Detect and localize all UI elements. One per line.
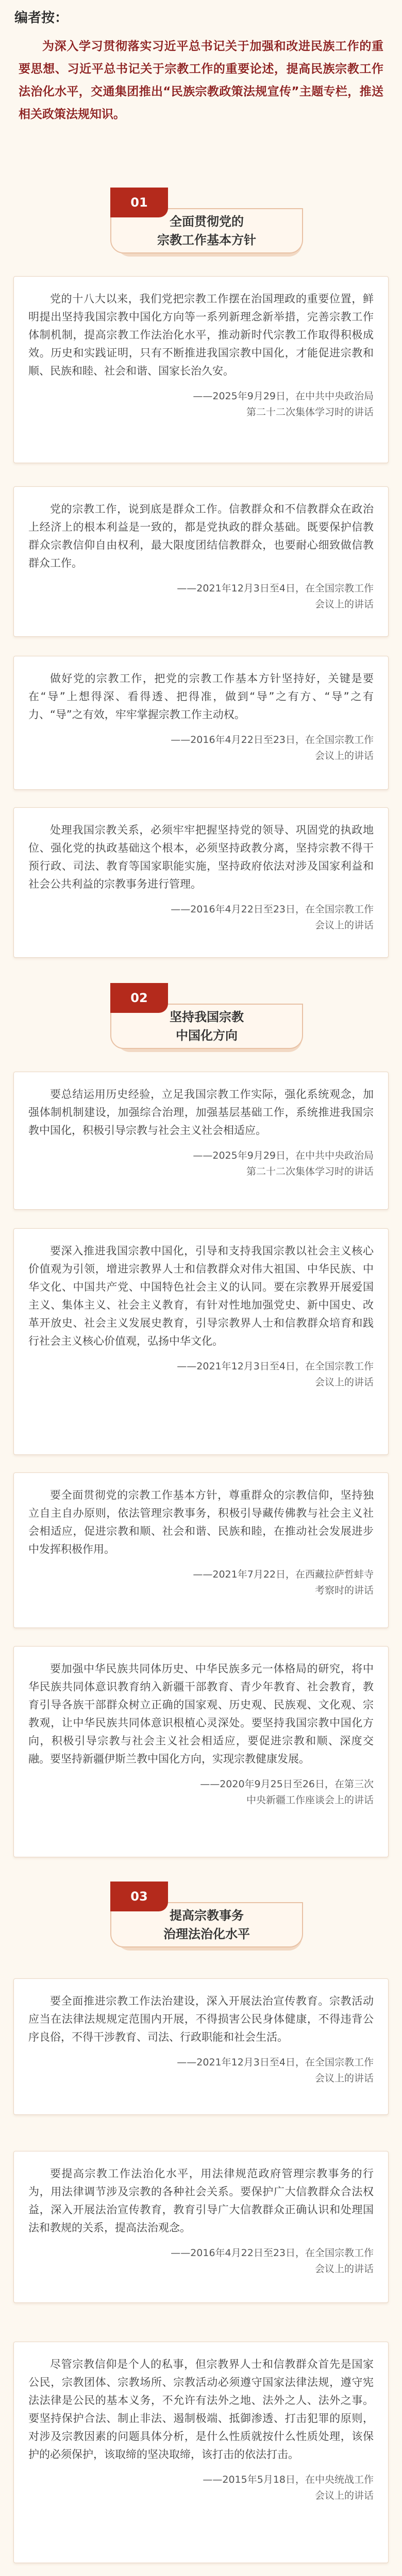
- quote-source-line2: 会议上的讲话: [314, 1377, 374, 1388]
- quote-text: 党的宗教工作，说到底是群众工作。信教群众和不信教群众在政治上经济上的根本利益是一致的，都是党执政的群众基础。既要保护信教群众宗教信仰自由权利，最大限度团结信教群众，也要耐心细致做信教群众工作。: [28, 503, 374, 569]
- quote-source: [28, 2055, 374, 2087]
- quote-source-line2: 会议上的讲话: [314, 2490, 374, 2501]
- quote-source-line1: ——2021年12月3日至4日，在全国宗教工作: [177, 583, 374, 594]
- quote-card: [13, 1072, 389, 1210]
- section-number-badge: 02: [110, 983, 168, 1013]
- quote-card: [13, 2151, 389, 2303]
- quote-source: [28, 1148, 374, 1180]
- quote-card: [13, 807, 389, 958]
- quote-text: 尽管宗教信仰是个人的私事，但宗教界人士和信教群众首先是国家公民，宗教团体、宗教场所、宗教活动必须遵守国家法律法规，遵守宪法法律是公民的基本义务，不允许有法外之地、法外之人、法外之事。要坚持保护合法、制止非法、遏制极端、抵御渗透、打击犯罪的原则，对涉及宗教因素的问题具体分析，是什么性质就按什么性质处理，该保护的必须保护，该取缔的坚决取缔，该打击的依法打击。: [28, 2358, 374, 2461]
- quote-source-line1: ——2021年7月22日，在西藏拉萨哲蚌寺: [193, 1569, 374, 1580]
- quote-text: 党的十八大以来，我们党把宗教工作摆在治国理政的重要位置，鲜明提出坚持我国宗教中国化方向等一系列新理念新举措，完善宗教工作体制机制，提高宗教工作法治化水平，推动新时代宗教工作取得积极成效。历史和实践证明，只有不断推进我国宗教中国化，才能促进宗教和顺、民族和睦、社会和谐、国家长治久安。: [28, 293, 374, 377]
- quote-source-line2: 考察时的讲话: [314, 1585, 374, 1596]
- quote-source-line1: ——2016年4月22日至23日，在全国宗教工作: [171, 2247, 374, 2259]
- editor-note-intro: 为深入学习贯彻落实习近平总书记关于加强和改进民族工作的重要思想、习近平总书记关于宗教工作的重要论述，提高民族宗教工作法治化水平，交通集团推出“民族宗教政策法规宣传”主题专栏，推送相关政策法规知识。: [19, 40, 383, 121]
- section-title-line2: 中国化方向: [176, 1028, 238, 1043]
- quote-source-line1: ——2016年4月22日至23日，在全国宗教工作: [171, 904, 374, 915]
- quote-card: [13, 1228, 389, 1455]
- section-header-01: [0, 188, 402, 260]
- quote-text: 做好党的宗教工作，把党的宗教工作基本方针坚持好，关键是要在“导”上想得深、看得透、把得准，做到“导”之有方、“导”之有力、“导”之有效，牢牢掌握宗教工作主动权。: [28, 672, 374, 721]
- quote-source: [28, 2245, 374, 2277]
- section-title-line2: 治理法治化水平: [163, 1927, 250, 1941]
- section-number-badge: 03: [110, 1882, 168, 1911]
- quote-source: [28, 1359, 374, 1391]
- quote-source-line2: 会议上的讲话: [314, 2263, 374, 2275]
- quote-source-line1: ——2016年4月22日至23日，在全国宗教工作: [171, 734, 374, 745]
- quote-source-line2: 会议上的讲话: [314, 920, 374, 931]
- editor-note-label: 编者按：: [14, 10, 69, 26]
- quote-card: [13, 1646, 389, 1857]
- quote-text: 要加强中华民族共同体历史、中华民族多元一体格局的研究，将中华民族共同体意识教育纳入新疆干部教育、青少年教育、社会教育，教育引导各族干部群众树立正确的国家观、历史观、民族观、文化观、宗教观，让中华民族共同体意识根植心灵深处。要坚持我国宗教中国化方向，积极引导宗教与社会主义社会相适应，要促进宗教和顺、深度交融。要坚持新疆伊斯兰教中国化方向，实现宗教健康发展。: [28, 1663, 374, 1765]
- quote-card: [13, 486, 389, 637]
- quote-card: [13, 656, 389, 790]
- quote-source: [28, 2472, 374, 2504]
- quote-card: [13, 2342, 389, 2563]
- quote-source-line2: 第二十二次集体学习时的讲话: [246, 406, 374, 418]
- quote-text: 要提高宗教工作法治化水平，用法律规范政府管理宗教事务的行为，用法律调节涉及宗教的各种社会关系。要保护广大信教群众合法权益，深入开展法治宣传教育，教育引导广大信教群众正确认识和处理国法和教规的关系，提高法治观念。: [28, 2167, 374, 2234]
- quote-source-line2: 第二十二次集体学习时的讲话: [246, 1166, 374, 1177]
- quote-source-line2: 中央新疆工作座谈会上的讲话: [246, 1794, 374, 1806]
- quote-text: 要全面推进宗教工作法治建设，深入开展法治宣传教育。宗教活动应当在法律法规规定范围内开展，不得损害公民身体健康，不得违背公序良俗，不得干涉教育、司法、行政职能和社会生活。: [28, 1995, 374, 2043]
- quote-card: [13, 1978, 389, 2115]
- section-title-line2: 宗教工作基本方针: [157, 233, 256, 247]
- quote-source-line1: ——2015年5月18日，在中央统战工作: [203, 2474, 374, 2485]
- quote-source-line2: 会议上的讲话: [314, 599, 374, 610]
- quote-source: [28, 1776, 374, 1808]
- quote-text: 要总结运用历史经验，立足我国宗教工作实际，强化系统观念，加强体制机制建设，加强综合治理，加强基层基础工作，系统推进我国宗教中国化，积极引导宗教与社会主义社会相适应。: [28, 1088, 374, 1137]
- section-title-line1: 坚持我国宗教: [170, 1010, 244, 1024]
- quote-text: 处理我国宗教关系，必须牢牢把握坚持党的领导、巩固党的执政地位、强化党的执政基础这个根本，必须坚持政教分离，坚持宗教不得干预行政、司法、教育等国家职能实施，坚持政府依法对涉及国家利益和社会公共利益的宗教事务进行管理。: [28, 824, 374, 890]
- quote-card: [13, 1472, 389, 1628]
- section-header-02: [0, 983, 402, 1055]
- quote-text: 要深入推进我国宗教中国化，引导和支持我国宗教以社会主义核心价值观为引领，增进宗教界人士和信教群众对伟大祖国、中华民族、中华文化、中国共产党、中国特色社会主义的认同。要在宗教界开展爱国主义、集体主义、社会主义教育，有针对性地加强党史、新中国史、改革开放史、社会主义发展史教育，引导宗教界人士和信教群众培育和践行社会主义核心价值观，弘扬中华文化。: [28, 1245, 374, 1347]
- quote-source: [28, 1567, 374, 1599]
- quote-source-line1: ——2020年9月25日至26日，在第三次: [200, 1778, 374, 1790]
- quote-source-line1: ——2021年12月3日至4日，在全国宗教工作: [177, 1361, 374, 1372]
- section-header-03: [0, 1882, 402, 1954]
- quote-text: 要全面贯彻党的宗教工作基本方针，尊重群众的宗教信仰，坚持独立自主自办原则，依法管理宗教事务，积极引导藏传佛教与社会主义社会相适应，促进宗教和顺、社会和谐、民族和睦，在推动社会发展进步中发挥积极作用。: [28, 1489, 374, 1555]
- quote-source: [28, 732, 374, 764]
- quote-source: [28, 388, 374, 420]
- section-title-line1: 提高宗教事务: [170, 1908, 244, 1923]
- section-number-badge: 01: [110, 188, 168, 217]
- quote-source: [28, 581, 374, 613]
- quote-source-line2: 会议上的讲话: [314, 750, 374, 761]
- quote-source-line1: ——2025年9月29日，在中共中央政治局: [193, 391, 374, 402]
- section-title-line1: 全面贯彻党的: [170, 214, 244, 229]
- quote-source-line1: ——2025年9月29日，在中共中央政治局: [193, 1150, 374, 1161]
- quote-source-line1: ——2021年12月3日至4日，在全国宗教工作: [177, 2057, 374, 2068]
- quote-source: [28, 902, 374, 934]
- quote-source-line2: 会议上的讲话: [314, 2073, 374, 2084]
- quote-card: [13, 276, 389, 463]
